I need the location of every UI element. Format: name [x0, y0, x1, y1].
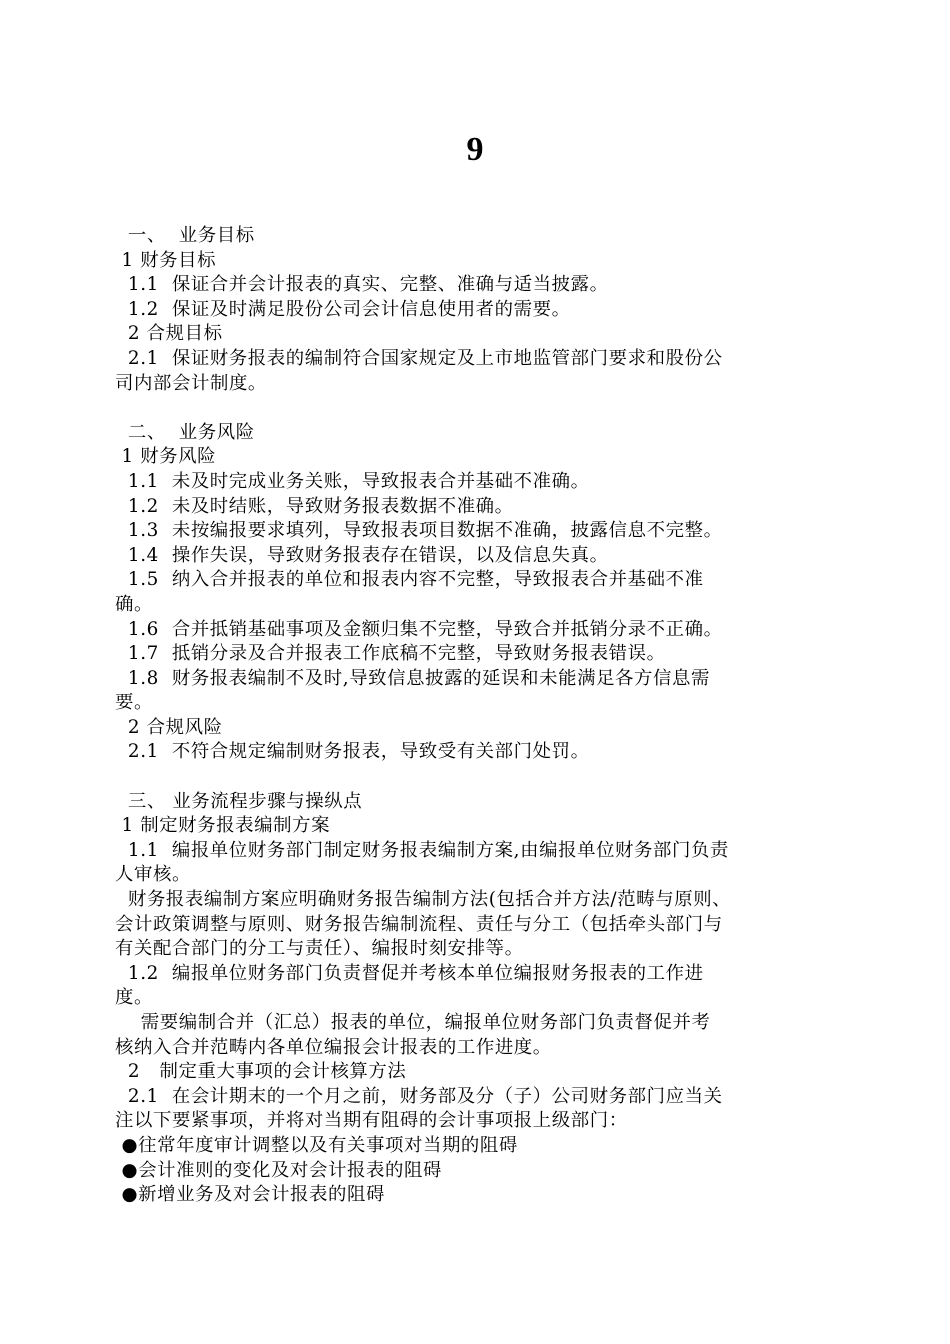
text-line: ●往常年度审计调整以及有关事项对当期的阻碍	[115, 1134, 518, 1156]
text-line: 司内部会计制度。	[115, 372, 267, 394]
text-line: 2.1 在会计期末的一个月之前，财务部及分（子）公司财务部门应当关	[115, 1085, 723, 1107]
text-line: 一、 业务目标	[115, 225, 255, 246]
text-line: 2.1 不符合规定编制财务报表，导致受有关部门处罚。	[115, 741, 590, 763]
text-line: 人审核。	[115, 864, 191, 886]
text-line: 2 合规风险	[115, 716, 223, 738]
text-line: 1.5 纳入合并报表的单位和报表内容不完整，导致报表合并基础不准	[115, 569, 704, 591]
text-line: 1 制定财务报表编制方案	[115, 815, 331, 837]
text-line: 1.1 编报单位财务部门制定财务报表编制方案,由编报单位财务部门负责	[115, 839, 730, 861]
text-line: 1.2 保证及时满足股份公司会计信息使用者的需要。	[115, 298, 571, 320]
text-line: 2 制定重大事项的会计核算方法	[115, 1061, 407, 1083]
text-line: 2 合规目标	[115, 323, 223, 345]
text-line: ●会计准则的变化及对会计报表的阻碍	[115, 1159, 442, 1181]
text-line: 1.7 抵销分录及合并报表工作底稿不完整，导致财务报表错误。	[115, 643, 666, 665]
text-line: 财务报表编制方案应明确财务报告编制方法(包括合并方法/范畴与原则、	[115, 889, 732, 911]
text-line: 1.1 未及时完成业务关账，导致报表合并基础不准确。	[115, 470, 590, 492]
text-line: 需要编制合并（汇总）报表的单位，编报单位财务部门负责督促并考	[115, 1012, 711, 1033]
text-line: 1.1 保证合并会计报表的真实、完整、准确与适当披露。	[115, 274, 609, 296]
text-line: 注以下要紧事项，并将对当期有阻碍的会计事项报上级部门：	[115, 1110, 628, 1132]
text-line: 1.3 未按编报要求填列，导致报表项目数据不准确，披露信息不完整。	[115, 520, 723, 542]
text-line: 核纳入合并范畴内各单位编报会计报表的工作进度。	[115, 1036, 552, 1058]
text-line: 三、 业务流程步骤与操纵点	[115, 790, 363, 812]
blank-line	[115, 396, 835, 421]
document-body	[115, 224, 835, 1208]
page-number: 9	[466, 131, 484, 168]
text-line: ●新增业务及对会计报表的阻碍	[115, 1184, 385, 1206]
blank-line	[115, 765, 835, 790]
text-line: 会计政策调整与原则、财务报告编制流程、责任与分工（包括牵头部门与	[115, 913, 723, 935]
text-line: 有关配合部门的分工与责任）、编报时刻安排等。	[115, 938, 524, 960]
text-line: 度。	[115, 987, 153, 1009]
text-line: 1.2 编报单位财务部门负责督促并考核本单位编报财务报表的工作进	[115, 962, 704, 984]
text-line: 确。	[115, 593, 153, 615]
text-line: 2.1 保证财务报表的编制符合国家规定及上市地监管部门要求和股份公	[115, 347, 723, 369]
text-line: 二、 业务风险	[115, 421, 255, 443]
text-line: 1.4 操作失误，导致财务报表存在错误，以及信息失真。	[115, 544, 609, 566]
text-line: 1.8 财务报表编制不及时,导致信息披露的延误和未能满足各方信息需	[115, 667, 711, 689]
text-line: 1 财务风险	[115, 446, 217, 468]
text-line: 1 财务目标	[115, 249, 217, 271]
text-line: 要。	[115, 692, 153, 714]
text-line: 1.2 未及时结账，导致财务报表数据不准确。	[115, 495, 514, 517]
text-line: 1.6 合并抵销基础事项及金额归集不完整，导致合并抵销分录不正确。	[115, 618, 723, 640]
